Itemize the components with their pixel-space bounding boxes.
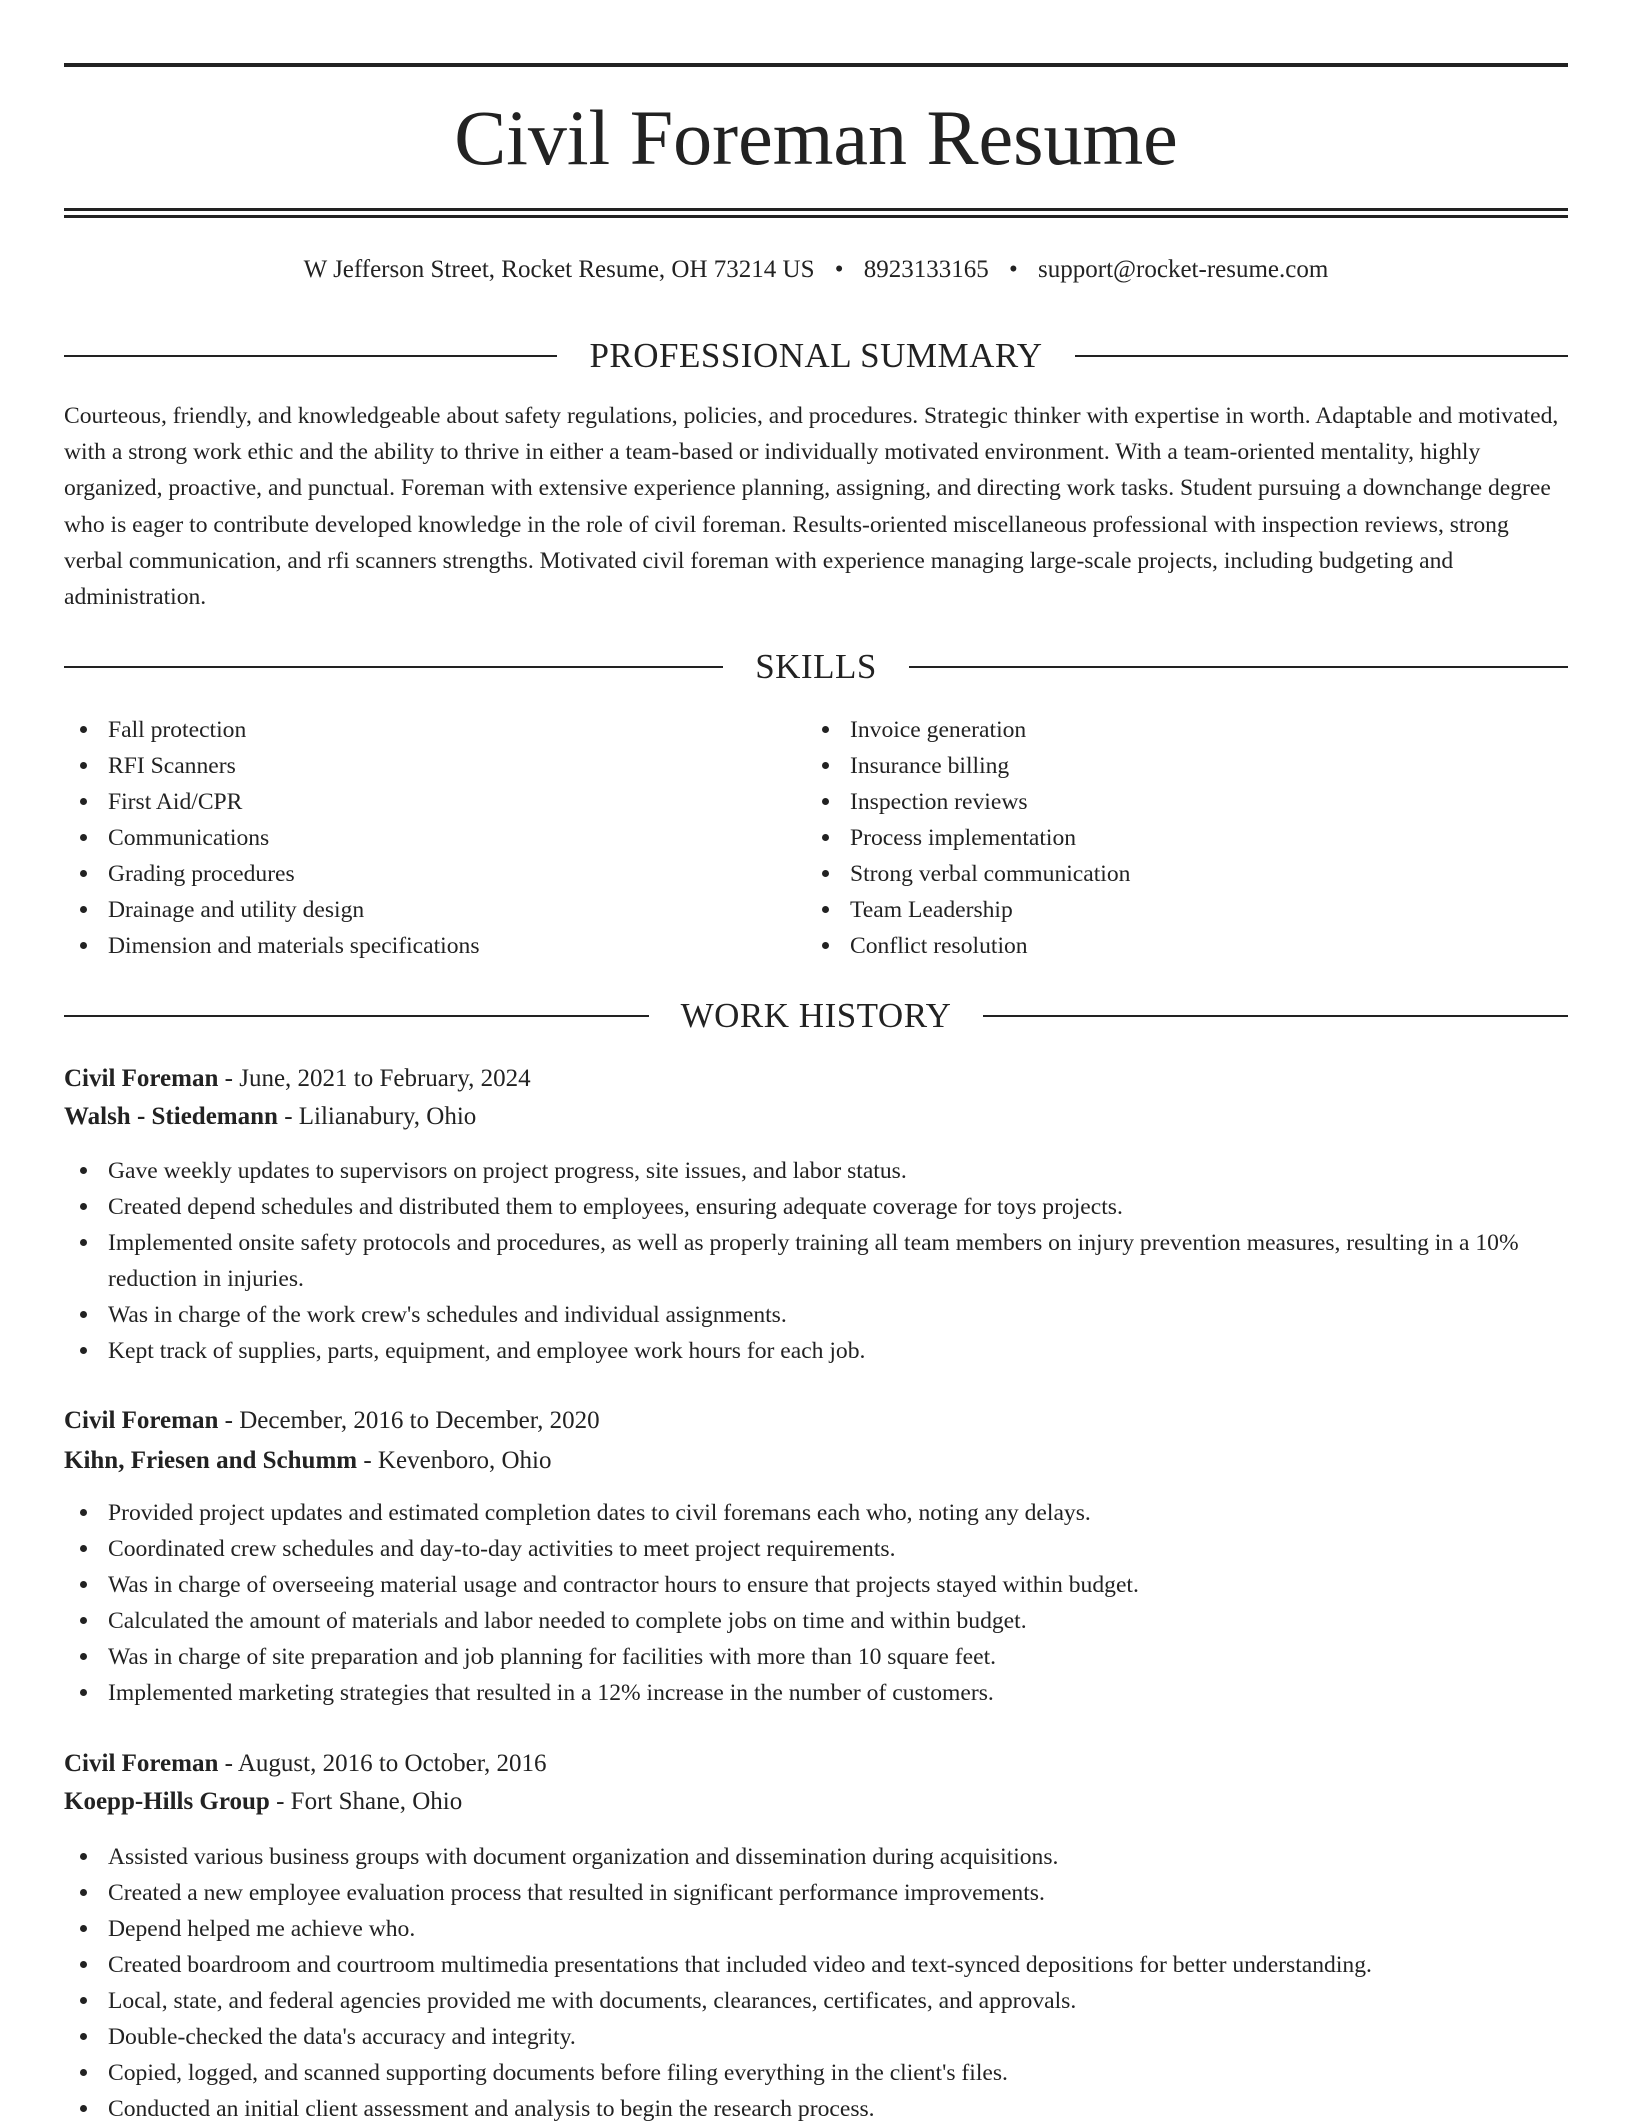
job-company-line [64,1443,552,1479]
heading-rule-right [983,1015,1568,1017]
contact-address: W Jefferson Street, Rocket Resume, OH 73214 US [303,256,815,283]
skill-item: Process implementation [806,820,1546,856]
skill-item: Invoice generation [806,712,1546,748]
skill-item: RFI Scanners [64,748,804,784]
job-company: Kihn, Friesen and Schumm [64,1447,358,1474]
skill-item: Insurance billing [806,748,1546,784]
job-title: Civil Foreman [64,1750,219,1777]
job-title-line [64,1746,547,1782]
top-rule [64,63,1568,67]
job-duty-item: Was in charge of site preparation and job planning for facilities with more than 10 square feet. [64,1639,1568,1675]
resume-title: Civil Foreman Resume [454,94,1178,181]
job-company: Koepp-Hills Group [64,1788,270,1815]
job-dates: - June, 2021 to February, 2024 [218,1065,531,1092]
skills-heading [64,645,1568,689]
heading-rule-right [909,666,1568,668]
contact-separator: • [1009,256,1018,283]
job-location: - Lilianabury, Ohio [277,1103,477,1130]
job-duty-item: Created boardroom and courtroom multimedia presentations that included video and text-synced depositions for better understanding. [64,1947,1568,1983]
skill-item: Drainage and utility design [64,892,804,928]
job-company-line [64,1099,476,1135]
job-location: - Kevenboro, Ohio [357,1447,552,1474]
work-history-heading [64,994,1568,1038]
heading-rule-left [64,355,557,357]
title-double-rule [64,208,1568,218]
job-company: Walsh - Stiedemann [64,1103,278,1130]
job-duty-item: Was in charge of overseeing material usage and contractor hours to ensure that projects stayed within budget. [64,1567,1568,1603]
job-duty-item: Provided project updates and estimated completion dates to civil foremans each who, noting any delays. [64,1495,1568,1531]
job-duty-item: Created a new employee evaluation process that resulted in significant performance improvements. [64,1875,1568,1911]
summary-text: Courteous, friendly, and knowledgeable about safety regulations, policies, and procedures. Strategic thinker with expertise in worth. Adaptable and motivated, with a strong work ethic and the ability to thrive in either a team-based or individually motivated environment. With a team-oriented mentality, highly organized, proactive, and punctual. Foreman with extensive experience planning, assigning, and directing work tasks. Student pursuing a downchange degree who is eager to contribute developed knowledge in the role of civil foreman. Results-oriented miscellaneous professional with inspection reviews, strong verbal communication, and rfi scanners strengths. Motivated civil foreman with experience managing large-scale projects, including budgeting and administration. [64,403,1559,611]
skills-list-right [806,712,1546,964]
job-duty-item: Double-checked the data's accuracy and integrity. [64,2019,1568,2055]
job-company-line [64,1784,462,1820]
skill-item: Grading procedures [64,856,804,892]
job-location: - Fort Shane, Ohio [269,1788,463,1815]
job-duty-item: Created depend schedules and distributed them to employees, ensuring adequate coverage for toys projects. [64,1189,1568,1225]
job-duty-item: Gave weekly updates to supervisors on project progress, site issues, and labor status. [64,1153,1568,1189]
skill-item: First Aid/CPR [64,784,804,820]
skill-item: Team Leadership [806,892,1546,928]
job-duty-item: Was in charge of the work crew's schedules and individual assignments. [64,1297,1568,1333]
skill-item: Inspection reviews [806,784,1546,820]
job-duties-list [64,1495,1568,1711]
job-duties-list [64,1839,1568,2127]
job-title-line [64,1061,531,1097]
heading-rule-left [64,1015,649,1017]
job-duty-item: Depend helped me achieve who. [64,1911,1568,1947]
skills-heading-label: SKILLS [755,647,877,686]
contact-phone: 8923133165 [863,256,989,283]
job-duty-item: Conducted an initial client assessment and analysis to begin the research process. [64,2091,1568,2127]
summary-heading [64,334,1568,378]
job-title: Civil Foreman [64,1065,219,1092]
heading-rule-right [1075,355,1568,357]
job-duty-item: Coordinated crew schedules and day-to-day activities to meet project requirements. [64,1531,1568,1567]
job-duty-item: Assisted various business groups with document organization and dissemination during acquisitions. [64,1839,1568,1875]
job-duty-item: Implemented onsite safety protocols and procedures, as well as properly training all team members on injury prevention measures, resulting in a 10% reduction in injuries. [64,1225,1568,1297]
contact-line [64,252,1568,288]
job-title: Civil Foreman [64,1407,219,1434]
heading-rule-left [64,666,723,668]
skill-item: Strong verbal communication [806,856,1546,892]
contact-email[interactable]: support@rocket-resume.com [1038,256,1329,283]
job-dates: - December, 2016 to December, 2020 [218,1407,600,1434]
skills-list-left [64,712,804,964]
job-dates: - August, 2016 to October, 2016 [218,1750,547,1777]
skill-item: Communications [64,820,804,856]
job-duty-item: Local, state, and federal agencies provided me with documents, clearances, certificates, and approvals. [64,1983,1568,2019]
job-duties-list [64,1153,1568,1369]
skill-item: Conflict resolution [806,928,1546,964]
job-duty-item: Kept track of supplies, parts, equipment, and employee work hours for each job. [64,1333,1568,1369]
summary-heading-label: PROFESSIONAL SUMMARY [589,336,1043,375]
contact-separator: • [834,256,844,283]
job-duty-item: Implemented marketing strategies that resulted in a 12% increase in the number of customers. [64,1675,1568,1711]
skill-item: Fall protection [64,712,804,748]
job-duty-item: Copied, logged, and scanned supporting documents before filing everything in the client's files. [64,2055,1568,2091]
job-duty-item: Calculated the amount of materials and labor needed to complete jobs on time and within budget. [64,1603,1568,1639]
job-title-line [64,1403,600,1439]
skill-item: Dimension and materials specifications [64,928,804,964]
work-history-heading-label: WORK HISTORY [680,996,952,1035]
